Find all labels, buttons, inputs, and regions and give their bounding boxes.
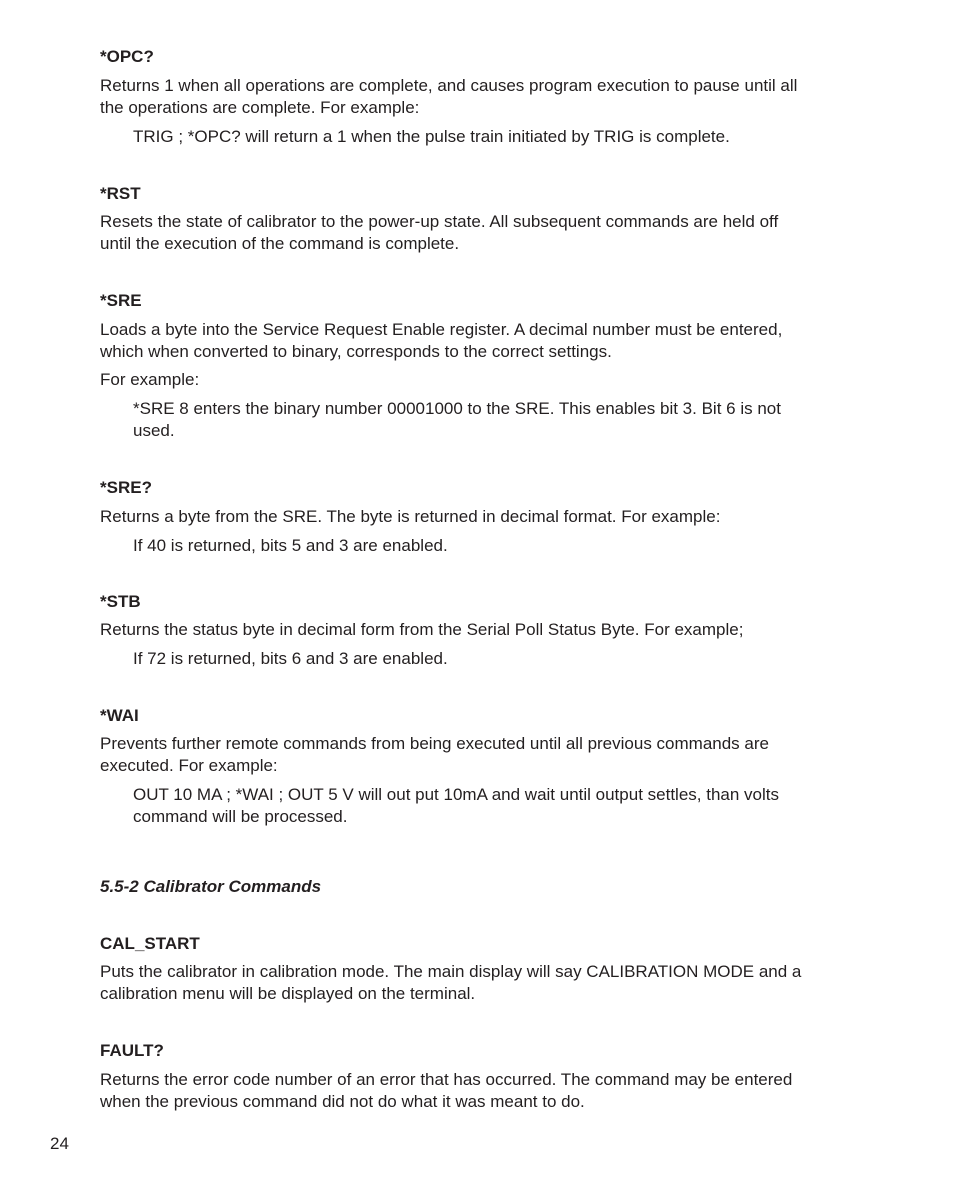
paragraph-line: until the execution of the command is complete.: [100, 234, 460, 253]
paragraph-line: Prevents further remote commands from being executed until all previous commands are: [100, 734, 769, 753]
example-line: command will be processed.: [133, 807, 348, 826]
example-line: TRIG ; *OPC? will return a 1 when the pulse train initiated by TRIG is complete.: [133, 127, 730, 146]
command-heading-stb: *STB: [100, 592, 141, 611]
paragraph-line: executed. For example:: [100, 756, 278, 775]
example-line: If 40 is returned, bits 5 and 3 are enabled.: [133, 536, 448, 555]
command-heading-fault: FAULT?: [100, 1041, 164, 1060]
subsection-title: 5.5-2 Calibrator Commands: [100, 877, 322, 896]
command-heading-opc: *OPC?: [100, 47, 154, 66]
page-number: 24: [50, 1134, 69, 1153]
paragraph-line: Returns the status byte in decimal form from the Serial Poll Status Byte. For example;: [100, 620, 744, 639]
command-heading-sre: *SRE: [100, 291, 142, 310]
command-heading-wai: *WAI: [100, 706, 139, 725]
paragraph-line: Returns 1 when all operations are complete, and causes program execution to pause until all: [100, 76, 798, 95]
paragraph-line: which when converted to binary, corresponds to the correct settings.: [100, 342, 612, 361]
paragraph-line: Resets the state of calibrator to the power-up state. All subsequent commands are held off: [100, 212, 779, 231]
paragraph-line: For example:: [100, 370, 200, 389]
command-heading-cal-start: CAL_START: [100, 934, 200, 953]
paragraph-line: the operations are complete. For example:: [100, 98, 420, 117]
paragraph-line: calibration menu will be displayed on the terminal.: [100, 984, 476, 1003]
paragraph-line: Puts the calibrator in calibration mode. The main display will say CALIBRATION MODE and a: [100, 962, 802, 981]
example-line: *SRE 8 enters the binary number 00001000 to the SRE. This enables bit 3. Bit 6 is not: [133, 399, 781, 418]
command-heading-sre-query: *SRE?: [100, 478, 152, 497]
paragraph-line: when the previous command did not do what it was meant to do.: [100, 1092, 585, 1111]
paragraph-line: Returns a byte from the SRE. The byte is returned in decimal format. For example:: [100, 507, 721, 526]
example-line: OUT 10 MA ; *WAI ; OUT 5 V will out put 10mA and wait until output settles, than volts: [133, 785, 779, 804]
example-line: If 72 is returned, bits 6 and 3 are enabled.: [133, 649, 448, 668]
paragraph-line: Loads a byte into the Service Request Enable register. A decimal number must be entered,: [100, 320, 783, 339]
paragraph-line: Returns the error code number of an error that has occurred. The command may be entered: [100, 1070, 793, 1089]
example-line: used.: [133, 421, 175, 440]
command-heading-rst: *RST: [100, 184, 141, 203]
